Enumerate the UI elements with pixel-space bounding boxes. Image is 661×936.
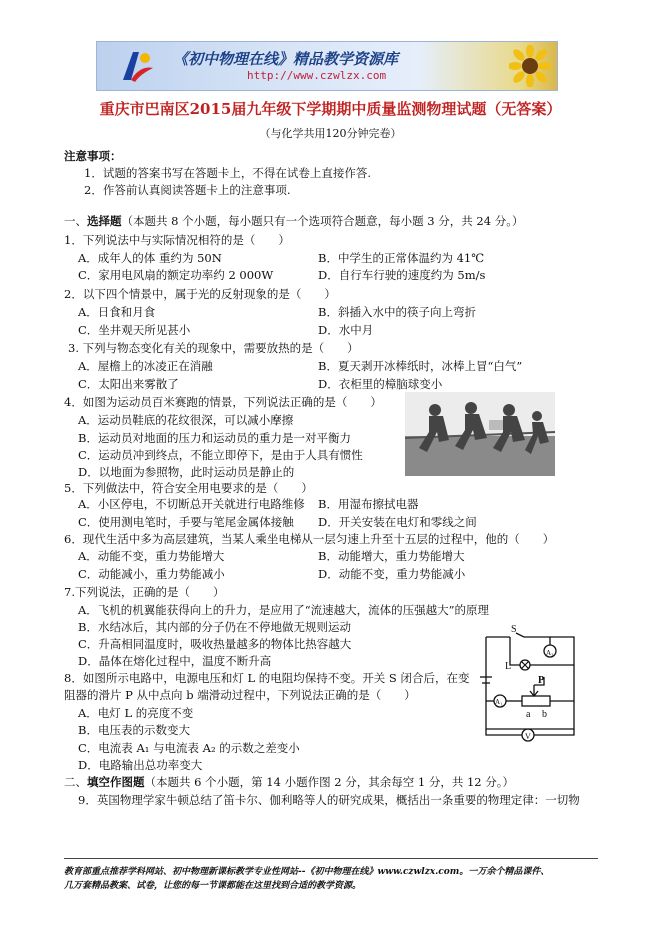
q3-stem: 3. 下列与物态变化有关的现象中，需要放热的是（ ） — [68, 341, 359, 355]
q3-option-d: D．衣柜里的樟脑球变小 — [318, 377, 443, 391]
circuit-label-l: L — [505, 661, 512, 672]
q2-option-a: A．日食和月食 — [78, 305, 156, 319]
q7-option-a: A．飞机的机翼能获得向上的升力，是应用了“流速越大，流体的压强越大”的原理 — [78, 603, 490, 617]
circuit-label-b: b — [542, 709, 547, 720]
q8-option-c: C．电流表 A₁ 与电流表 A₂ 的示数之差变小 — [78, 741, 300, 755]
q5-stem: 5．下列做法中，符合安全用电要求的是（ ） — [64, 481, 313, 495]
q4-stem: 4．如图为运动员百米赛跑的情景，下列说法正确的是（ ） — [64, 395, 382, 409]
circuit-label-a1: A₁ — [495, 698, 503, 706]
q1-option-c: C．家用电风扇的额定功率约 2 000W — [78, 268, 274, 282]
q5-option-c: C．使用测电笔时，手要与笔尾金属体接触 — [78, 515, 294, 529]
q1-stem: 1．下列说法中与实际情况相符的是（ ） — [64, 233, 290, 247]
q5-option-b: B．用湿布擦拭电器 — [318, 497, 419, 511]
site-logo — [117, 46, 157, 86]
circuit-label-p: P — [538, 675, 545, 686]
notes-item-2: 2．作答前认真阅读答题卡上的注意事项. — [84, 183, 291, 197]
q5-option-a: A．小区停电，不切断总开关就进行电路维修 — [78, 497, 305, 511]
q1-option-b: B．中学生的正常体温约为 41℃ — [318, 251, 485, 265]
footer-line-2: 几万套精品教案、试卷，让您的每一节课都能在这里找到合适的教学资源。 — [64, 881, 362, 891]
q5-option-d: D．开关安装在电灯和零线之间 — [318, 515, 477, 529]
q3-option-c: C．太阳出来雾散了 — [78, 377, 179, 391]
q8-option-d: D．电路输出总功率变大 — [78, 758, 203, 772]
circuit-diagram — [470, 625, 590, 747]
notes-item-1: 1．试题的答案书写在答题卡上，不得在试卷上直接作答. — [84, 166, 371, 180]
footer-line-1: 教育部重点推荐学科网站、初中物理新课标教学专业性网站--《初中物理在线》www.czwlzx.com。一万余个精品课件、 — [64, 867, 550, 877]
notes-heading: 注意事项： — [64, 149, 122, 163]
q2-option-d: D．水中月 — [318, 323, 374, 337]
circuit-label-s: S — [511, 625, 517, 635]
circuit-label-a: a — [526, 709, 531, 720]
q3-option-a: A．屋檐上的冰凌正在消融 — [78, 359, 213, 373]
document-title: 重庆市巴南区2015届九年级下学期期中质量监测物理试题（无答案） — [99, 100, 562, 118]
section1-desc: （本题共 8 个小题，每小题只有一个选项符合题意，每小题 3 分，共 24 分。） — [121, 214, 524, 228]
section2-heading — [64, 774, 514, 790]
q4-option-b: B．运动员对地面的压力和运动员的重力是一对平衡力 — [78, 431, 351, 445]
circuit-label-v: V — [525, 732, 531, 741]
q6-stem: 6．现代生活中多为高层建筑，当某人乘坐电梯从一层匀速上升至十五层的过程中，他的（ ） — [64, 532, 555, 546]
circuit-label-a2: A₂ — [546, 649, 554, 657]
sunflower-icon — [509, 45, 551, 87]
q8-option-a: A．电灯 L 的亮度不变 — [78, 706, 194, 720]
section2-name: 填空作图题 — [87, 775, 145, 789]
document-subtitle: （与化学共用120分钟完卷） — [259, 127, 402, 140]
q7-option-d: D．晶体在熔化过程中，温度不断升高 — [78, 654, 272, 668]
q4-option-a: A．运动员鞋底的花纹很深，可以减小摩擦 — [78, 413, 294, 427]
q4-option-c: C．运动员冲到终点，不能立即停下，是由于人具有惯性 — [78, 448, 363, 462]
q8-option-b: B．电压表的示数变大 — [78, 723, 190, 737]
section1-name: 选择题 — [87, 214, 122, 228]
q7-option-c: C．升高相同温度时，吸收热量越多的物体比热容越大 — [78, 637, 352, 651]
section2-label: 二、 — [64, 775, 87, 789]
q6-option-b: B．动能增大，重力势能增大 — [318, 549, 465, 563]
q8-stem-line2: 阻器的滑片 P 从中点向 b 端滑动过程中，下列说法正确的是（ ） — [64, 688, 416, 702]
banner-url[interactable]: http://www.czwlzx.com — [247, 69, 387, 82]
q2-stem: 2．以下四个情景中，属于光的反射现象的是（ ） — [64, 287, 336, 301]
section1-heading — [64, 213, 523, 229]
banner-title: 《初中物理在线》精品教学资源库 — [173, 50, 399, 68]
q4-option-d: D．以地面为参照物，此时运动员是静止的 — [78, 465, 295, 479]
q7-stem: 7.下列说法，正确的是（ ） — [64, 585, 225, 599]
header-banner — [96, 41, 558, 91]
q2-option-b: B．斜插入水中的筷子向上弯折 — [318, 305, 476, 319]
section2-desc: （本题共 6 个小题，第 14 小题作图 2 分，其余每空 1 分，共 12 分。） — [144, 775, 515, 789]
section1-label: 一、 — [64, 214, 87, 228]
q7-option-b: B．水结冰后，其内部的分子仍在不停地做无规则运动 — [78, 620, 351, 634]
q1-option-a: A．成年人的体 重约为 50N — [78, 251, 222, 265]
q6-option-d: D．动能不变，重力势能减小 — [318, 567, 466, 581]
q9-stem: 9．英国物理学家牛顿总结了笛卡尔、伽利略等人的研究成果，概括出一条重要的物理定律：一切物 — [78, 793, 580, 807]
sprinters-image — [405, 392, 555, 476]
q8-stem-line1: 8．如图所示电路中，电源电压和灯 L 的电阻均保持不变。开关 S 闭合后，在变 — [64, 671, 470, 685]
q2-option-c: C．坐井观天所见甚小 — [78, 323, 191, 337]
q1-option-d: D．自行车行驶的速度约为 5m/s — [318, 268, 486, 282]
q6-option-a: A．动能不变，重力势能增大 — [78, 549, 225, 563]
footer-divider — [64, 858, 598, 859]
q6-option-c: C．动能减小，重力势能减小 — [78, 567, 225, 581]
q3-option-b: B．夏天剥开冰棒纸时，冰棒上冒“白气” — [318, 359, 523, 373]
